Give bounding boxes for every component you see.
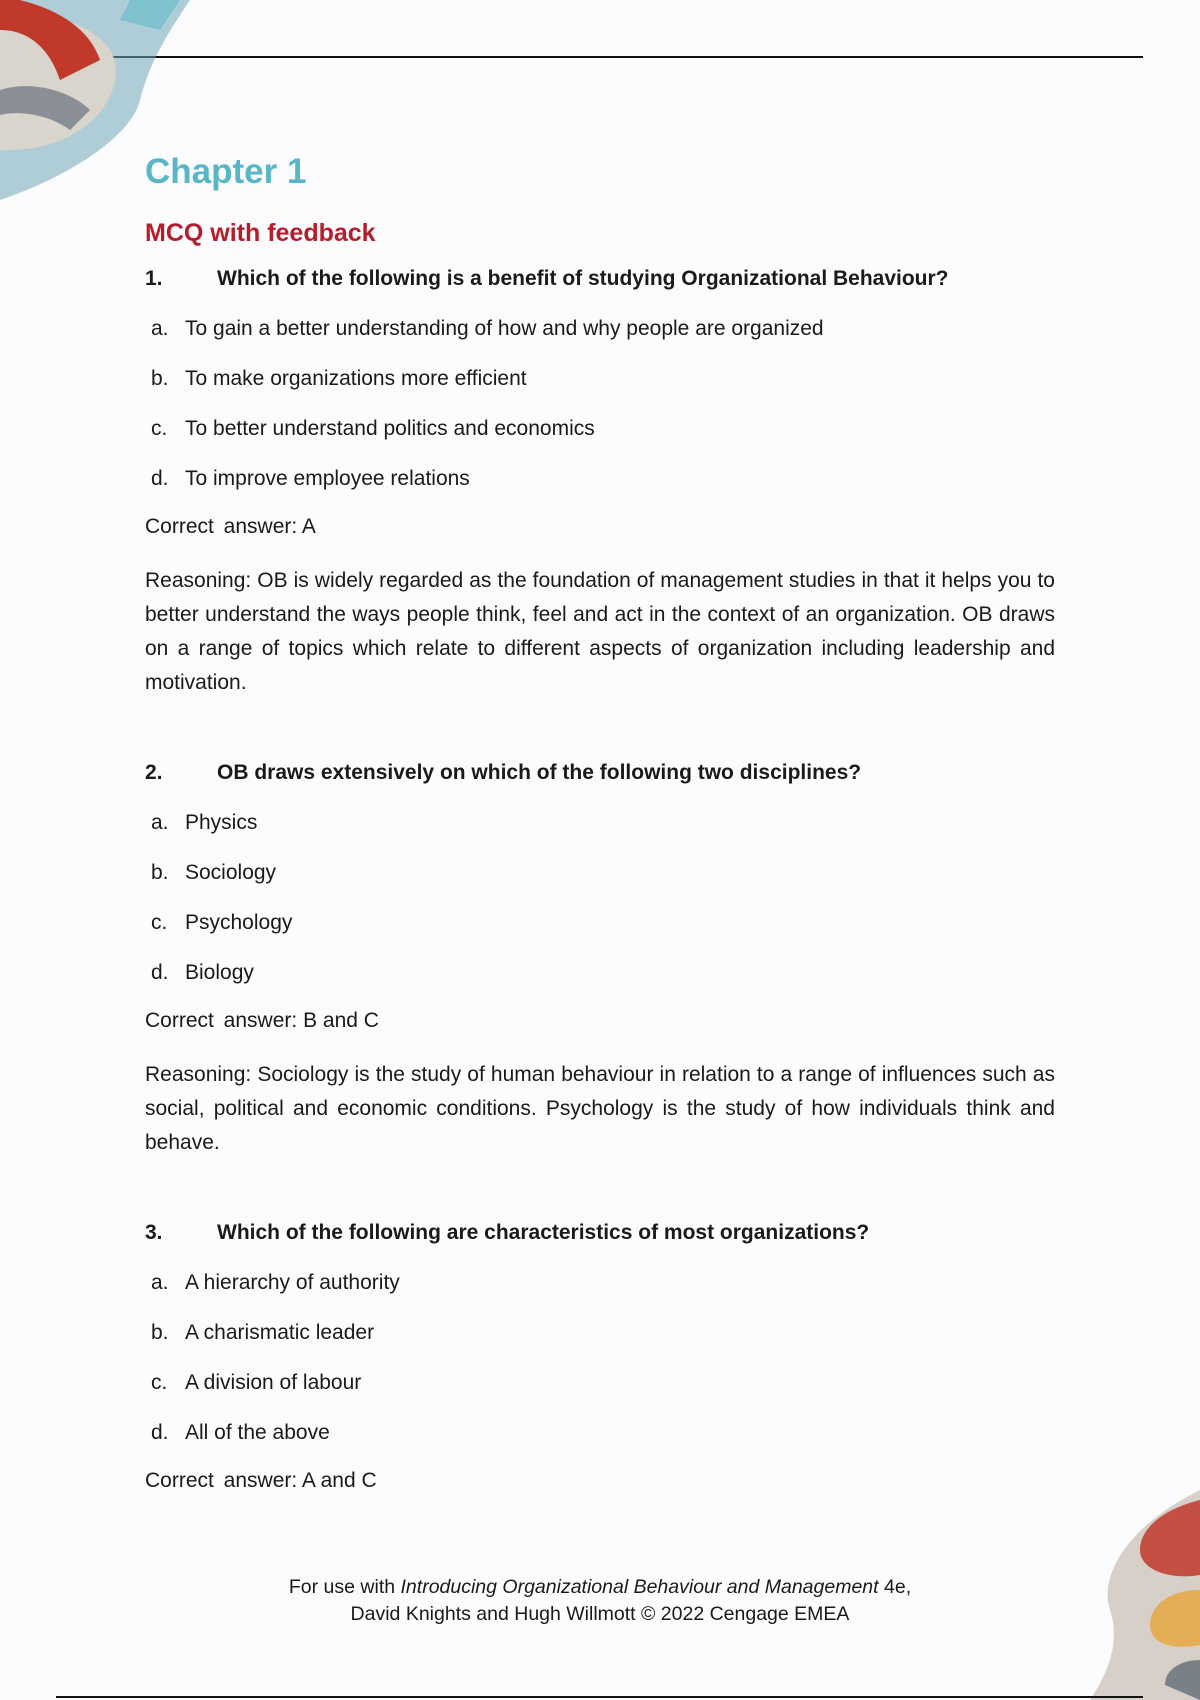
answer-value: A and C xyxy=(301,1469,377,1492)
option-letter: a. xyxy=(151,1271,169,1294)
question-number: 2. xyxy=(145,761,163,784)
option-text: Psychology xyxy=(185,911,293,934)
footer-line-2: David Knights and Hugh Willmott © 2022 Cengage EMEA xyxy=(350,1603,850,1625)
answer-value: A xyxy=(301,515,316,538)
question-number: 3. xyxy=(145,1221,163,1244)
option-letter: c. xyxy=(151,417,168,440)
option-text: Physics xyxy=(185,811,258,834)
option-text: To gain a better understanding of how and why people are organized xyxy=(185,317,824,340)
option-letter: c. xyxy=(151,911,168,934)
option-letter: c. xyxy=(151,1371,168,1394)
question-2-options xyxy=(145,808,1055,988)
correct-answer xyxy=(145,1006,1055,1036)
answer-value: B and C xyxy=(303,1009,379,1032)
option-letter: b. xyxy=(151,1321,169,1344)
option-letter: b. xyxy=(151,367,169,390)
option-d xyxy=(145,1418,1055,1448)
page-content xyxy=(145,148,1055,1496)
option-c xyxy=(145,908,1055,938)
option-c xyxy=(145,414,1055,444)
question-number: 1. xyxy=(145,267,163,290)
option-text: Sociology xyxy=(185,861,277,884)
section-title: MCQ with feedback xyxy=(145,219,376,247)
option-a xyxy=(145,808,1055,838)
option-letter: a. xyxy=(151,811,169,834)
option-text: A charismatic leader xyxy=(185,1321,375,1344)
question-3-options xyxy=(145,1268,1055,1448)
option-text: Biology xyxy=(185,961,254,984)
option-d xyxy=(145,464,1055,494)
question-3 xyxy=(145,1218,1055,1248)
chapter-title: Chapter 1 xyxy=(145,152,307,191)
option-c xyxy=(145,1368,1055,1398)
question-text: Which of the following is a benefit of studying Organizational Behaviour? xyxy=(217,267,949,290)
answer-label: Correct answer: xyxy=(145,1469,298,1492)
footer-rule xyxy=(56,1696,1143,1698)
correct-answer xyxy=(145,1466,1055,1496)
reasoning: Reasoning: OB is widely regarded as the foundation of management studies in that it helps you to better understand the ways people think, feel and act in the context of an organization. OB draws on a range of topics which relate to different aspects of organization including leadership and motivation. xyxy=(145,569,1055,694)
footer-edition: 4e, xyxy=(884,1576,912,1598)
option-letter: d. xyxy=(151,1421,169,1444)
header-rule xyxy=(56,56,1143,58)
footer-book-title: Introducing Organizational Behaviour and Management xyxy=(400,1576,879,1598)
option-b xyxy=(145,364,1055,394)
question-text: OB draws extensively on which of the following two disciplines? xyxy=(217,761,862,784)
correct-answer xyxy=(145,512,1055,542)
question-1-options xyxy=(145,314,1055,494)
option-letter: d. xyxy=(151,961,169,984)
option-b xyxy=(145,1318,1055,1348)
option-text: All of the above xyxy=(185,1421,330,1444)
option-b xyxy=(145,858,1055,888)
page-footer xyxy=(0,1574,1200,1628)
option-letter: a. xyxy=(151,317,169,340)
question-text: Which of the following are characteristics of most organizations? xyxy=(217,1221,870,1244)
option-text: To better understand politics and economics xyxy=(185,417,595,440)
option-letter: b. xyxy=(151,861,169,884)
option-letter: d. xyxy=(151,467,169,490)
question-2 xyxy=(145,758,1055,788)
footer-prefix: For use with xyxy=(288,1576,401,1598)
option-text: A hierarchy of authority xyxy=(185,1271,400,1294)
option-a xyxy=(145,1268,1055,1298)
option-a xyxy=(145,314,1055,344)
option-d xyxy=(145,958,1055,988)
reasoning: Reasoning: Sociology is the study of human behaviour in relation to a range of influences such as social, political and economic conditions. Psychology is the study of how individuals think and behave. xyxy=(145,1063,1055,1154)
option-text: A division of labour xyxy=(185,1371,362,1394)
answer-label: Correct answer: xyxy=(145,515,298,538)
question-1 xyxy=(145,264,1055,294)
option-text: To make organizations more efficient xyxy=(185,367,527,390)
answer-label: Correct answer: xyxy=(145,1009,298,1032)
footer-line-1 xyxy=(0,1574,1200,1601)
option-text: To improve employee relations xyxy=(185,467,470,490)
